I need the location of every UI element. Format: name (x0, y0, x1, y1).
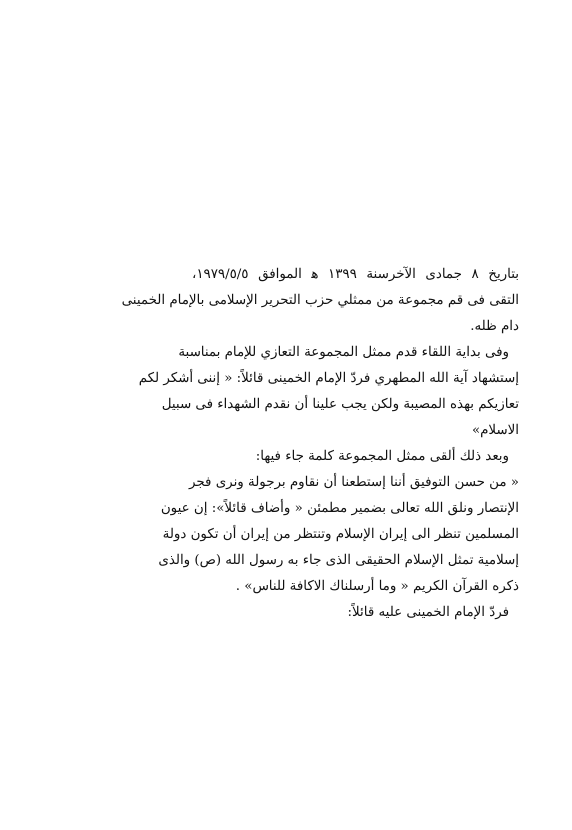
text-line-11: المسلمين تنظر الى إيران الإسلام وتنتظر من إيران أن تكون دولة (162, 527, 519, 542)
text-line-2: التقى فى قم مجموعة من ممثلي حزب التحرير الإسلامى بالإمام الخمينى (121, 293, 519, 308)
text-line-1: بتاريخ ٨ جمادى الآخرسنة ١٣٩٩ ﻫ الموافق ١٩٧٩/٥/٥، (192, 267, 519, 282)
text-line-3: دام ظله. (470, 319, 519, 334)
text-line-14: فردّ الإمام الخمينى عليه قائلاً: (347, 605, 509, 620)
text-line-5: إستشهاد آية الله المطهري فردّ الإمام الخمينى قائلاً: « إننى أشكر لكم (138, 371, 519, 386)
text-line-10: الإنتصار ونلق الله تعالى بضمير مطمئن « وأضاف قائلاً»: إن عيون (160, 501, 519, 516)
arabic-text-body (121, 262, 519, 626)
text-line-4: وفى بداية اللقاء قدم ممثل المجموعة التعازي للإمام بمناسبة (178, 345, 509, 360)
text-line-13: ذكره القرآن الكريم « وما أرسلناك الاكافة للناس» . (235, 579, 519, 594)
text-line-7: الاسلام» (471, 423, 519, 438)
text-line-8: وبعد ذلك ألقى ممثل المجموعة كلمة جاء فيها: (255, 449, 509, 464)
text-line-9: « من حسن التوفيق أننا إستطعنا أن نقاوم برجولة ونرى فجر (189, 475, 519, 490)
text-line-12: إسلامية تمثل الإسلام الحقيقى الذى جاء به رسول الله (ص) والذى (158, 553, 519, 568)
text-line-6: تعازيكم بهذه المصيبة ولكن يجب علينا أن نقدم الشهداء فى سبيل (161, 397, 519, 412)
